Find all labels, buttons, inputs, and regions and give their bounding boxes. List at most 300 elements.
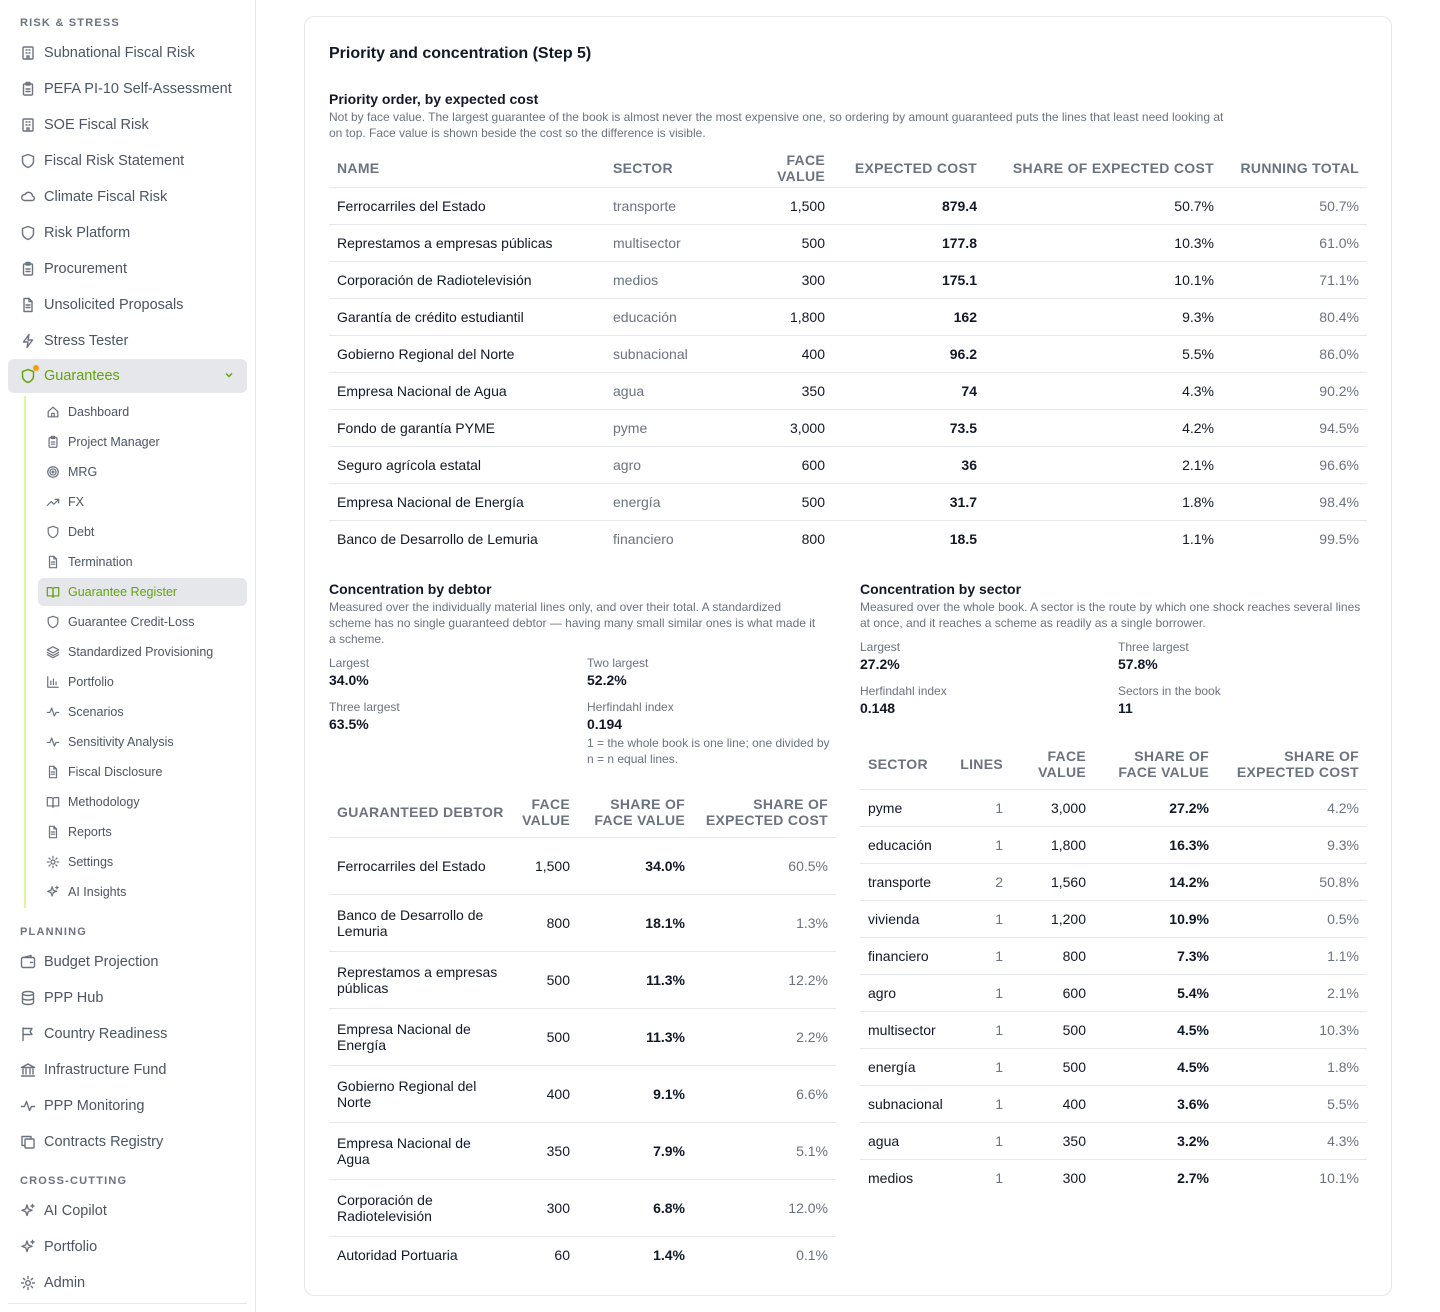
sidebar-item-ai-insights[interactable] — [38, 878, 247, 906]
table-cell: 3,000 — [1011, 789, 1094, 826]
table-cell: 60.5% — [693, 837, 836, 894]
bar-chart-icon — [46, 675, 60, 689]
table-cell: medios — [868, 1169, 914, 1186]
cloud-icon — [20, 189, 36, 205]
sector-description: Measured over the whole book. A sector is the route by which one shock reaches several lines at once, and it reaches a scheme as readily as a single borrower. — [860, 600, 1361, 630]
table-cell: agua — [860, 1122, 952, 1159]
table-cell: 3.2% — [1094, 1122, 1217, 1159]
table-cell: 5.1% — [693, 1122, 836, 1179]
table-cell: 74 — [833, 372, 985, 409]
table-cell: 71.1% — [1222, 261, 1367, 298]
table-cell: 0.1% — [796, 1246, 828, 1263]
table-cell: 500 — [735, 483, 833, 520]
table-cell: financiero — [860, 937, 952, 974]
section-label-planning: PLANNING — [20, 926, 88, 938]
priority-description: Not by face value. The largest guarantee of the book is almost never the most expensive one, so ordering by amount guaranteed puts the lines that least need looking at on top. Face value is shown beside the cost so the difference is visible. — [329, 110, 1224, 140]
table-cell: 1 — [952, 937, 1011, 974]
sidebar-item-label: Admin — [44, 1275, 86, 1291]
table-cell: 2.2% — [693, 1008, 836, 1065]
sidebar-item-guarantee-register[interactable] — [38, 578, 247, 606]
table-cell: 300 — [735, 261, 833, 298]
column-header: SHARE OF EXPECTED COST — [1217, 739, 1367, 789]
table-cell: 400 — [1011, 1085, 1094, 1122]
table-row — [860, 1085, 1367, 1122]
column-header: SHARE OF FACE VALUE — [1094, 739, 1217, 789]
sidebar-item-methodology[interactable] — [38, 788, 247, 816]
sidebar-item-budget-projection[interactable] — [8, 945, 247, 979]
column-header: SHARE OF EXPECTED COST — [693, 787, 836, 837]
sidebar-item-dashboard[interactable] — [38, 398, 247, 426]
table-cell: 4.3% — [1217, 1122, 1367, 1159]
table-cell: 9.3% — [985, 298, 1222, 335]
sidebar-item-label: Climate Fiscal Risk — [44, 189, 168, 205]
sidebar-item-guarantees[interactable] — [8, 359, 247, 393]
table-row — [860, 974, 1367, 1011]
table-cell: pyme — [605, 409, 735, 446]
table-cell: 61.0% — [1222, 224, 1367, 261]
sidebar-item-label: Procurement — [44, 261, 128, 277]
sidebar-item-label: AI Insights — [68, 885, 127, 899]
table-cell: energía — [605, 483, 735, 520]
sidebar-item-label: Stress Tester — [44, 333, 129, 349]
sidebar-item-label: Budget Projection — [44, 954, 159, 970]
sidebar-item-label: Debt — [68, 525, 95, 539]
table-cell: Garantía de crédito estudiantil — [329, 298, 605, 335]
table-cell: 5.4% — [1094, 974, 1217, 1011]
table-row — [329, 1179, 836, 1236]
table-cell: 1.8% — [985, 483, 1222, 520]
table-cell: 5.5% — [1217, 1085, 1367, 1122]
table-cell: Ferrocarriles del Estado — [329, 187, 605, 224]
table-cell: 10.1% — [1319, 1169, 1359, 1186]
file-icon — [46, 765, 60, 779]
table-cell: 1.1% — [1217, 937, 1367, 974]
table-cell: 175.1 — [833, 261, 985, 298]
table-cell: 1 — [952, 1122, 1011, 1159]
table-cell: Banco de Desarrollo de Lemuria — [337, 530, 538, 547]
sidebar-item-label: Portfolio — [68, 675, 114, 689]
table-cell: financiero — [613, 530, 674, 547]
sidebar-item-contracts-registry[interactable] — [8, 1125, 247, 1159]
sidebar-item-label: PPP Monitoring — [44, 1098, 145, 1114]
sidebar-item-label: Project Manager — [68, 435, 160, 449]
sidebar-item-standardized-provisioning[interactable] — [38, 638, 247, 666]
sidebar-item-debt[interactable] — [38, 518, 247, 546]
debtor-title: Concentration by debtor — [329, 581, 492, 597]
table-cell: 96.2 — [833, 335, 985, 372]
activity-icon — [46, 705, 60, 719]
table-cell: Empresa Nacional de Energía — [329, 1008, 514, 1065]
table-cell: subnacional — [860, 1085, 952, 1122]
table-cell: agua — [605, 372, 735, 409]
table-cell: energía — [860, 1048, 952, 1085]
sparkle-icon — [20, 1239, 36, 1255]
sidebar-item-pefa-pi-10-self-assessment[interactable] — [8, 72, 247, 106]
table-cell: Gobierno Regional del Norte — [329, 1065, 514, 1122]
sidebar-item-label: Risk Platform — [44, 225, 131, 241]
table-cell: 800 — [514, 894, 578, 951]
table-cell: 4.3% — [985, 372, 1222, 409]
book-icon — [46, 585, 60, 599]
table-cell: 1,800 — [735, 298, 833, 335]
table-cell: 6.8% — [578, 1179, 693, 1236]
table-cell: 34.0% — [578, 837, 693, 894]
debtor-description: Measured over the individually material lines only, and over their total. A standardized scheme has no single guaranteed debtor — having many small similar ones is what made it a scheme. — [329, 600, 816, 646]
priority-title: Priority order, by expected cost — [329, 91, 539, 107]
table-cell: 96.6% — [1222, 446, 1367, 483]
table-cell: 4.2% — [985, 409, 1222, 446]
sidebar-item-label: PEFA PI-10 Self-Assessment — [44, 81, 232, 97]
sidebar-item-label: PPP Hub — [44, 990, 104, 1006]
table-cell: 1 — [952, 1011, 1011, 1048]
bolt-icon — [20, 333, 36, 349]
table-row — [329, 1236, 836, 1273]
table-cell: Represtamos a empresas públicas — [329, 951, 514, 1008]
trend-icon — [46, 495, 60, 509]
sidebar-item-label: Methodology — [68, 795, 140, 809]
table-cell: 6.6% — [693, 1065, 836, 1122]
section-label-cross-cutting: CROSS-CUTTING — [20, 1175, 128, 1187]
sidebar-item-label: Guarantee Credit-Loss — [68, 615, 195, 629]
sidebar-item-admin[interactable] — [8, 1266, 247, 1300]
clipboard-icon — [20, 261, 36, 277]
table-cell: 4.2% — [1217, 789, 1367, 826]
table-cell: Autoridad Portuaria — [337, 1246, 458, 1263]
table-cell: 4.5% — [1094, 1048, 1217, 1085]
table-cell: 500 — [735, 224, 833, 261]
table-cell: 600 — [1011, 974, 1094, 1011]
table-cell: Gobierno Regional del Norte — [329, 335, 605, 372]
table-cell: 98.4% — [1222, 483, 1367, 520]
table-cell: Empresa Nacional de Agua — [329, 1122, 514, 1179]
table-cell: 1.1% — [1182, 530, 1214, 547]
table-row — [329, 335, 1367, 372]
sidebar-item-label: Unsolicited Proposals — [44, 297, 184, 313]
table-cell: 1 — [952, 789, 1011, 826]
column-header: FACE VALUE — [1011, 739, 1094, 789]
table-row — [329, 224, 1367, 261]
sidebar-item-fiscal-disclosure[interactable] — [38, 758, 247, 786]
table-cell: 1 — [952, 1085, 1011, 1122]
table-cell: 2 — [952, 863, 1011, 900]
sector-count-stat: Sectors in the book 11 — [1118, 684, 1221, 716]
shield-icon — [46, 525, 60, 539]
sidebar-item-climate-fiscal-risk[interactable] — [8, 180, 247, 214]
sidebar-item-termination[interactable] — [38, 548, 247, 576]
table-cell: 0.5% — [1217, 900, 1367, 937]
sector-title: Concentration by sector — [860, 581, 1022, 597]
shield-icon — [20, 368, 36, 384]
table-cell: 1,560 — [1011, 863, 1094, 900]
table-cell: 3.6% — [1094, 1085, 1217, 1122]
sidebar-item-label: SOE Fiscal Risk — [44, 117, 149, 133]
sidebar-item-label: Infrastructure Fund — [44, 1062, 167, 1078]
sidebar-item-label: Sensitivity Analysis — [68, 735, 174, 749]
sidebar-item-ai-copilot[interactable] — [8, 1194, 247, 1228]
table-cell: Corporación de Radiotelevisión — [329, 1179, 514, 1236]
target-icon — [46, 465, 60, 479]
column-header: GUARANTEED DEBTOR — [329, 787, 514, 837]
table-cell: 11.3% — [578, 951, 693, 1008]
table-cell: 1 — [952, 900, 1011, 937]
sidebar-item-label: Contracts Registry — [44, 1134, 164, 1150]
file-icon — [20, 297, 36, 313]
table-row — [860, 1048, 1367, 1085]
table-row — [329, 261, 1367, 298]
sidebar-item-country-readiness[interactable] — [8, 1017, 247, 1051]
table-cell: 9.1% — [578, 1065, 693, 1122]
table-cell: 500 — [1011, 1011, 1094, 1048]
table-cell: 10.9% — [1094, 900, 1217, 937]
table-cell: Empresa Nacional de Energía — [329, 483, 605, 520]
table-cell: 86.0% — [1222, 335, 1367, 372]
sidebar-item-portfolio[interactable] — [8, 1230, 247, 1264]
wallet-icon — [20, 954, 36, 970]
table-cell: Ferrocarriles del Estado — [329, 837, 514, 894]
sidebar-item-project-manager[interactable] — [38, 428, 247, 456]
table-row — [860, 937, 1367, 974]
column-header: LINES — [952, 739, 1011, 789]
clipboard-icon — [46, 435, 60, 449]
sparkle-icon — [46, 885, 60, 899]
table-cell: 350 — [514, 1122, 578, 1179]
table-cell: 1 — [952, 826, 1011, 863]
card-title: Priority and concentration (Step 5) — [329, 45, 592, 62]
table-cell: 1 — [995, 1169, 1003, 1186]
table-cell: Seguro agrícola estatal — [329, 446, 605, 483]
gear-icon — [46, 855, 60, 869]
sidebar-item-label: Scenarios — [68, 705, 124, 719]
table-cell: 400 — [514, 1065, 578, 1122]
table-cell: subnacional — [605, 335, 735, 372]
table-cell: Banco de Desarrollo de Lemuria — [329, 894, 514, 951]
sidebar-item-settings[interactable] — [38, 848, 247, 876]
table-cell: Empresa Nacional de Agua — [329, 372, 605, 409]
table-row — [329, 1065, 836, 1122]
table-cell: 16.3% — [1094, 826, 1217, 863]
table-cell: 879.4 — [833, 187, 985, 224]
debtor-two-largest-stat: Two largest 52.2% — [587, 656, 649, 688]
sector-hhi-stat: Herfindahl index 0.148 — [860, 684, 947, 716]
sidebar-item-label: Guarantee Register — [68, 585, 178, 599]
table-cell: transporte — [605, 187, 735, 224]
table-cell: 600 — [735, 446, 833, 483]
flag-icon — [20, 1026, 36, 1042]
table-row — [329, 520, 1367, 557]
table-row — [329, 187, 1367, 224]
table-row — [329, 894, 836, 951]
column-header: SHARE OF EXPECTED COST — [985, 149, 1222, 187]
column-header: NAME — [329, 149, 605, 187]
table-cell: 1.4% — [653, 1246, 685, 1263]
table-row — [329, 298, 1367, 335]
table-cell: 800 — [801, 530, 825, 547]
file-icon — [46, 555, 60, 569]
column-header: SHARE OF FACE VALUE — [578, 787, 693, 837]
table-cell: Represtamos a empresas públicas — [329, 224, 605, 261]
table-cell: educación — [860, 826, 952, 863]
file-icon — [46, 825, 60, 839]
table-cell: educación — [605, 298, 735, 335]
table-cell: 12.2% — [693, 951, 836, 1008]
table-row — [860, 789, 1367, 826]
sidebar — [0, 0, 256, 1312]
table-cell: 300 — [514, 1179, 578, 1236]
sidebar-item-fiscal-risk-statement[interactable] — [8, 144, 247, 178]
sidebar-item-subnational-fiscal-risk[interactable] — [8, 36, 247, 70]
table-row — [860, 1122, 1367, 1159]
table-cell: 1,500 — [735, 187, 833, 224]
sidebar-item-label: FX — [68, 495, 84, 509]
sidebar-item-guarantee-credit-loss[interactable] — [38, 608, 247, 636]
sidebar-item-label: Country Readiness — [44, 1026, 168, 1042]
table-cell: 3,000 — [735, 409, 833, 446]
table-cell: transporte — [860, 863, 952, 900]
home-icon — [46, 405, 60, 419]
sidebar-item-infrastructure-fund[interactable] — [8, 1053, 247, 1087]
table-cell: pyme — [860, 789, 952, 826]
sidebar-item-ppp-monitoring[interactable] — [8, 1089, 247, 1123]
table-cell: agro — [605, 446, 735, 483]
table-row — [860, 1011, 1367, 1048]
table-cell: 1,800 — [1011, 826, 1094, 863]
table-cell: 10.3% — [1217, 1011, 1367, 1048]
sidebar-item-label: Dashboard — [68, 405, 130, 419]
sidebar-item-mrg[interactable] — [38, 458, 247, 486]
table-row — [329, 837, 836, 894]
table-cell: 2.1% — [985, 446, 1222, 483]
table-cell: 10.1% — [985, 261, 1222, 298]
table-cell: 800 — [1011, 937, 1094, 974]
building-icon — [20, 45, 36, 61]
book-icon — [46, 795, 60, 809]
table-cell: agro — [860, 974, 952, 1011]
table-cell: 177.8 — [833, 224, 985, 261]
column-header: FACE VALUE — [735, 149, 833, 187]
table-cell: 1.3% — [693, 894, 836, 951]
table-cell: 400 — [735, 335, 833, 372]
sidebar-item-label: Reports — [68, 825, 112, 839]
table-cell: 350 — [735, 372, 833, 409]
table-cell: vivienda — [860, 900, 952, 937]
table-cell: 9.3% — [1217, 826, 1367, 863]
table-cell: 500 — [514, 951, 578, 1008]
sidebar-item-label: Portfolio — [44, 1239, 98, 1255]
debtor-table — [329, 787, 836, 1273]
table-row — [860, 1159, 1367, 1196]
debtor-three-largest-stat: Three largest 63.5% — [329, 700, 400, 732]
sidebar-item-label: Standardized Provisioning — [68, 645, 214, 659]
table-cell: 80.4% — [1222, 298, 1367, 335]
debtor-hhi-stat: Herfindahl index 0.194 1 = the whole book is one line; one divided by n = n equal lines. — [587, 700, 830, 766]
debtor-largest-stat: Largest 34.0% — [329, 656, 370, 688]
gear-icon — [20, 1275, 36, 1291]
table-cell: 500 — [514, 1008, 578, 1065]
shield-icon — [46, 615, 60, 629]
table-cell: 31.7 — [833, 483, 985, 520]
sidebar-item-label: MRG — [68, 465, 98, 479]
shield-icon — [20, 225, 36, 241]
sidebar-item-procurement[interactable] — [8, 252, 247, 286]
sidebar-item-scenarios[interactable] — [38, 698, 247, 726]
table-cell: 5.5% — [985, 335, 1222, 372]
table-cell: 27.2% — [1094, 789, 1217, 826]
table-cell: 4.5% — [1094, 1011, 1217, 1048]
sidebar-item-fx[interactable] — [38, 488, 247, 516]
table-cell: 36 — [833, 446, 985, 483]
table-cell: 2.7% — [1177, 1169, 1209, 1186]
bank-icon — [20, 1062, 36, 1078]
table-cell: 7.9% — [578, 1122, 693, 1179]
sidebar-item-unsolicited-proposals[interactable] — [8, 288, 247, 322]
table-cell: 1 — [952, 1048, 1011, 1085]
sidebar-item-stress-tester[interactable] — [8, 324, 247, 358]
sidebar-item-label: Subnational Fiscal Risk — [44, 45, 195, 61]
table-cell: 2.1% — [1217, 974, 1367, 1011]
table-row — [329, 446, 1367, 483]
table-cell: 50.7% — [1222, 187, 1367, 224]
priority-concentration-card — [304, 16, 1392, 1296]
activity-icon — [46, 735, 60, 749]
table-cell: Corporación de Radiotelevisión — [329, 261, 605, 298]
table-cell: 10.3% — [985, 224, 1222, 261]
sidebar-item-sensitivity-analysis[interactable] — [38, 728, 247, 756]
table-row — [329, 951, 836, 1008]
sidebar-item-soe-fiscal-risk[interactable] — [8, 108, 247, 142]
shield-icon — [20, 153, 36, 169]
sidebar-item-label: Settings — [68, 855, 114, 869]
sidebar-item-label: Fiscal Risk Statement — [44, 153, 185, 169]
table-cell: 18.1% — [578, 894, 693, 951]
table-cell: 94.5% — [1222, 409, 1367, 446]
table-cell: multisector — [605, 224, 735, 261]
sidebar-item-risk-platform[interactable] — [8, 216, 247, 250]
table-cell: 60 — [554, 1246, 570, 1263]
chevron-down-icon[interactable] — [223, 369, 235, 385]
table-cell: 11.3% — [578, 1008, 693, 1065]
sidebar-item-reports[interactable] — [38, 818, 247, 846]
table-cell: 50.8% — [1217, 863, 1367, 900]
copy-icon — [20, 1134, 36, 1150]
table-row — [329, 1008, 836, 1065]
table-cell: 300 — [1062, 1169, 1086, 1186]
table-cell: 162 — [833, 298, 985, 335]
table-row — [329, 483, 1367, 520]
sidebar-item-label: Termination — [68, 555, 133, 569]
sidebar-item-portfolio[interactable] — [38, 668, 247, 696]
sidebar-item-ppp-hub[interactable] — [8, 981, 247, 1015]
table-row — [329, 372, 1367, 409]
column-header: EXPECTED COST — [833, 149, 985, 187]
table-cell: multisector — [860, 1011, 952, 1048]
table-cell: 1 — [952, 974, 1011, 1011]
clipboard-icon — [20, 81, 36, 97]
column-header: FACE VALUE — [514, 787, 578, 837]
sector-three-largest-stat: Three largest 57.8% — [1118, 640, 1189, 672]
layers-icon — [46, 645, 60, 659]
table-cell: medios — [605, 261, 735, 298]
sidebar-item-label: Fiscal Disclosure — [68, 765, 163, 779]
table-row — [329, 1122, 836, 1179]
column-header: SECTOR — [860, 739, 952, 789]
table-cell: 14.2% — [1094, 863, 1217, 900]
sector-largest-stat: Largest 27.2% — [860, 640, 901, 672]
sidebar-item-label: AI Copilot — [44, 1203, 107, 1219]
table-cell: 50.7% — [985, 187, 1222, 224]
table-cell: 500 — [1011, 1048, 1094, 1085]
table-cell: 1.8% — [1217, 1048, 1367, 1085]
notification-dot — [33, 365, 39, 371]
